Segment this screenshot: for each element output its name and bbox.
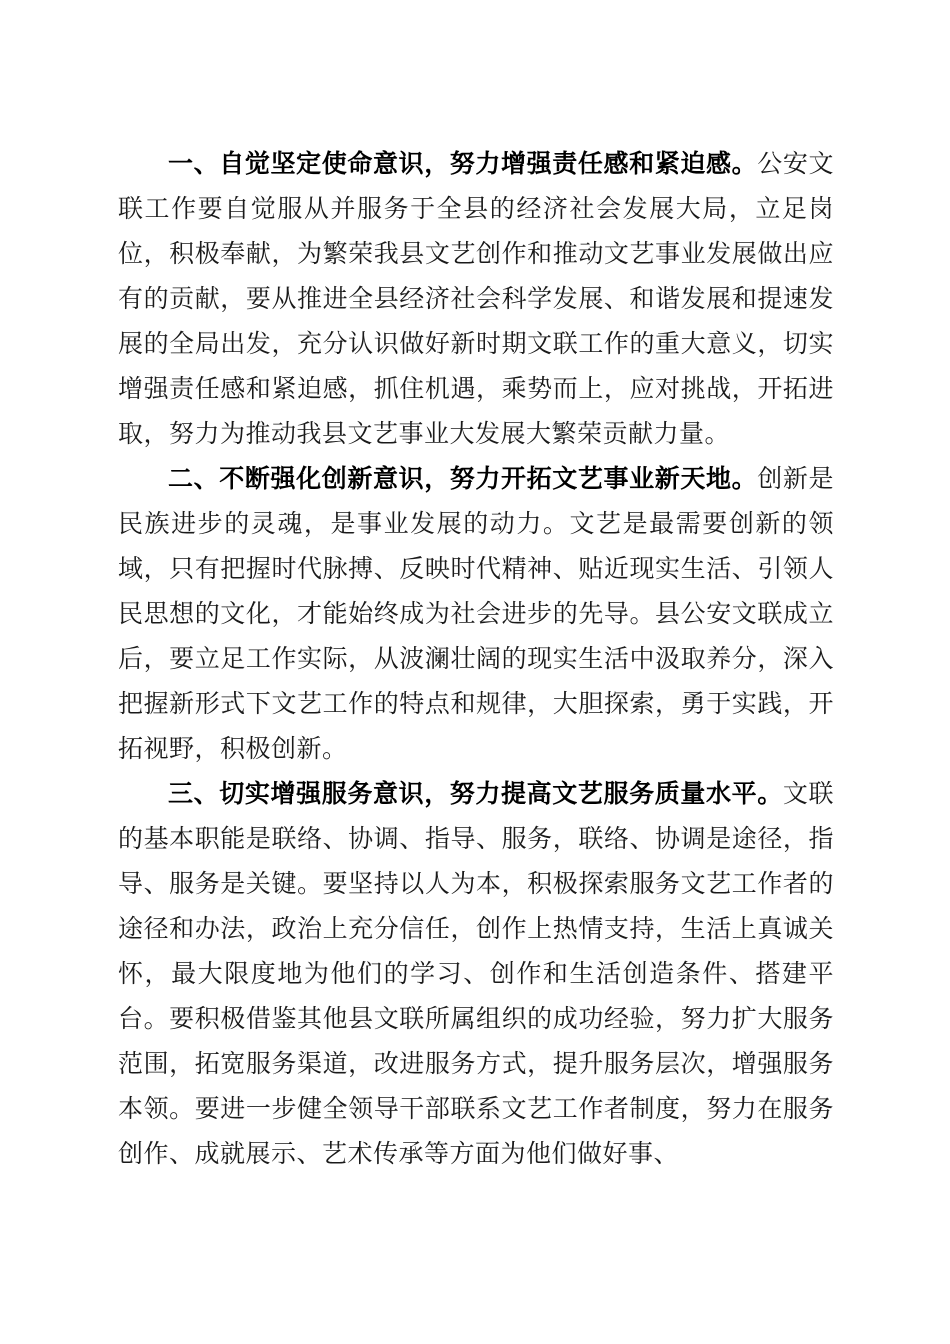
paragraph-2-heading: 二、不断强化创新意识，努力开拓文艺事业新天地。 [168, 464, 758, 493]
paragraph-3-text: 文联的基本职能是联络、协调、指导、服务，联络、协调是途径，指导、服务是关键。要坚持以人为本，积极探索服务文艺工作者的途径和办法，政治上充分信任，创作上热情支持，生活上真诚关怀，最大限度地为他们的学习、创作和生活创造条件、搭建平台。要积极借鉴其他县文联所属组织的成功经验，努力扩大服务范围，拓宽服务渠道，改进服务方式，提升服务层次，增强服务本领。要进一步健全领导干部联系文艺工作者制度，努力在服务创作、成就展示、艺术传承等方面为他们做好事、 [118, 779, 834, 1168]
paragraph-1-text: 公安文联工作要自觉服从并服务于全县的经济社会发展大局，立足岗位，积极奉献，为繁荣我县文艺创作和推动文艺事业发展做出应有的贡献，要从推进全县经济社会科学发展、和谐发展和提速发展的全局出发，充分认识做好新时期文联工作的重大意义，切实增强责任感和紧迫感，抓住机遇，乘势而上，应对挑战，开拓进取，努力为推动我县文艺事业大发展大繁荣贡献力量。 [118, 149, 834, 448]
document-body [118, 141, 834, 1176]
paragraph-1-heading: 一、自觉坚定使命意识，努力增强责任感和紧迫感。 [168, 149, 758, 178]
paragraph-2-text: 创新是民族进步的灵魂，是事业发展的动力。文艺是最需要创新的领域，只有把握时代脉搏、反映时代精神、贴近现实生活、引领人民思想的文化，才能始终成为社会进步的先导。县公安文联成立后，要立足工作实际，从波澜壮阔的现实生活中汲取养分，深入把握新形式下文艺工作的特点和规律，大胆探索，勇于实践，开拓视野，积极创新。 [118, 464, 834, 763]
paragraph-3 [118, 771, 834, 1176]
paragraph-1 [118, 141, 834, 456]
paragraph-2 [118, 456, 834, 771]
paragraph-3-heading: 三、切实增强服务意识，努力提高文艺服务质量水平。 [168, 779, 783, 808]
